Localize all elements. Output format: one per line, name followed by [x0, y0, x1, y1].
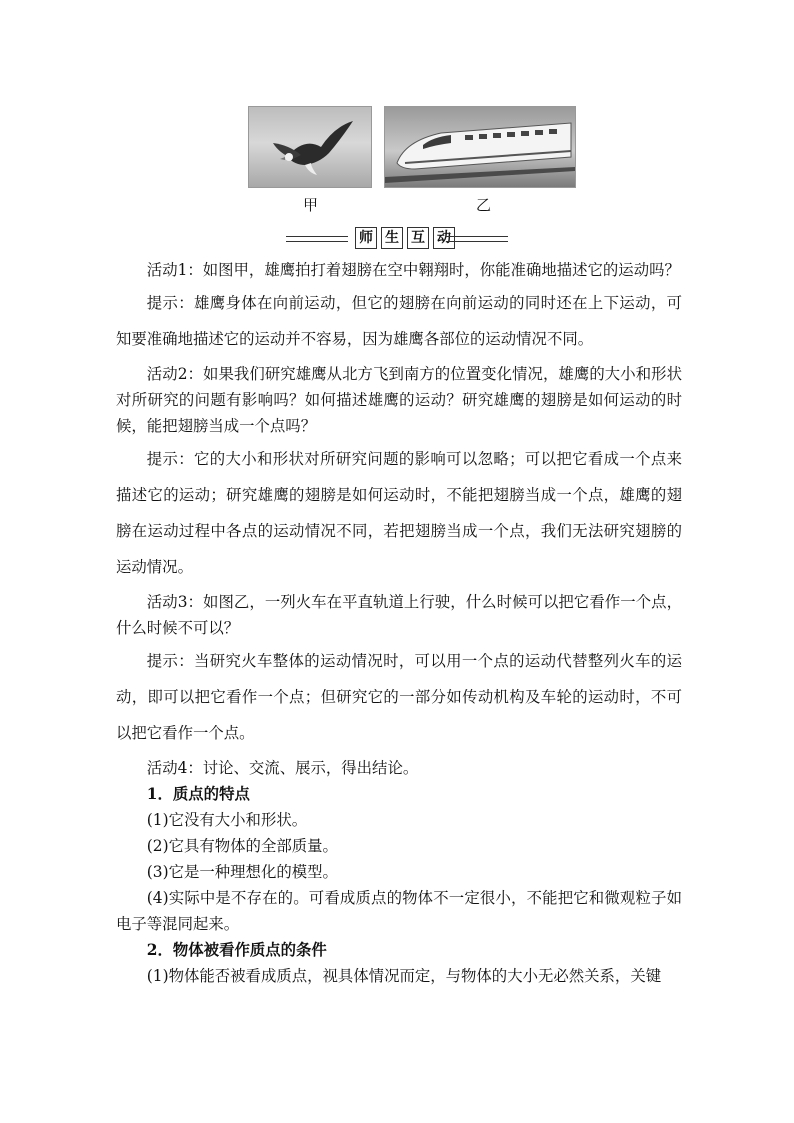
activity-1: 活动1：如图甲，雄鹰拍打着翅膀在空中翱翔时，你能准确地描述它的运动吗？: [146, 261, 680, 279]
hint-3: 提示：当研究火车整体的运动情况时，可以用一个点的运动代替整列火车的运动，即可以把它看作一个点；但研究它的一部分如传动机构及车轮的运动时，不可以把它看作一个点。: [116, 652, 682, 742]
activity-2: 活动2：如果我们研究雄鹰从北方飞到南方的位置变化情况，雄鹰的大小和形状对所研究的问题有影响吗？如何描述雄鹰的运动？研究雄鹰的翅膀是如何运动的时候，能把翅膀当成一个点吗？: [116, 365, 682, 435]
item-1-1: (1)它没有大小和形状。: [146, 811, 308, 829]
train-photo: [384, 106, 576, 188]
section-header: [0, 227, 794, 249]
rule-right: [446, 236, 508, 242]
train-icon: [385, 107, 575, 187]
header-char-4: 动: [433, 227, 455, 249]
item-1-3: (3)它是一种理想化的模型。: [146, 863, 338, 881]
eagle-photo: [248, 106, 372, 188]
header-char-3: 互: [407, 227, 429, 249]
figure-row: [248, 106, 576, 218]
item-2-1: (1)物体能否被看成质点，视具体情况而定，与物体的大小无必然关系，关键: [146, 967, 662, 985]
header-char-2: 生: [381, 227, 403, 249]
heading-1: 1．质点的特点: [146, 785, 250, 803]
item-1-2: (2)它具有物体的全部质量。: [146, 837, 338, 855]
hint-2: 提示：它的大小和形状对所研究问题的影响可以忽略；可以把它看成一个点来描述它的运动；研究雄鹰的翅膀是如何运动时，不能把翅膀当成一个点，雄鹰的翅膀在运动过程中各点的运动情况不同，若把翅膀当成一个点，我们无法研究翅膀的运动情况。: [116, 450, 682, 576]
document-body: [116, 255, 682, 989]
caption-jia: 甲: [303, 196, 319, 214]
rule-left: [286, 236, 348, 242]
header-char-1: 师: [355, 227, 377, 249]
caption-yi: 乙: [476, 196, 492, 214]
activity-4: 活动4：讨论、交流、展示，得出结论。: [146, 759, 419, 777]
activity-3: 活动3：如图乙，一列火车在平直轨道上行驶，什么时候可以把它看作一个点，什么时候不可以？: [116, 593, 682, 637]
hint-1: 提示：雄鹰身体在向前运动，但它的翅膀在向前运动的同时还在上下运动，可知要准确地描述它的运动并不容易，因为雄鹰各部位的运动情况不同。: [116, 294, 682, 348]
item-1-4: (4)实际中是不存在的。可看成质点的物体不一定很小，不能把它和微观粒子如电子等混同起来。: [116, 889, 682, 933]
eagle-icon: [249, 107, 371, 187]
heading-2: 2．物体被看作质点的条件: [146, 941, 327, 959]
